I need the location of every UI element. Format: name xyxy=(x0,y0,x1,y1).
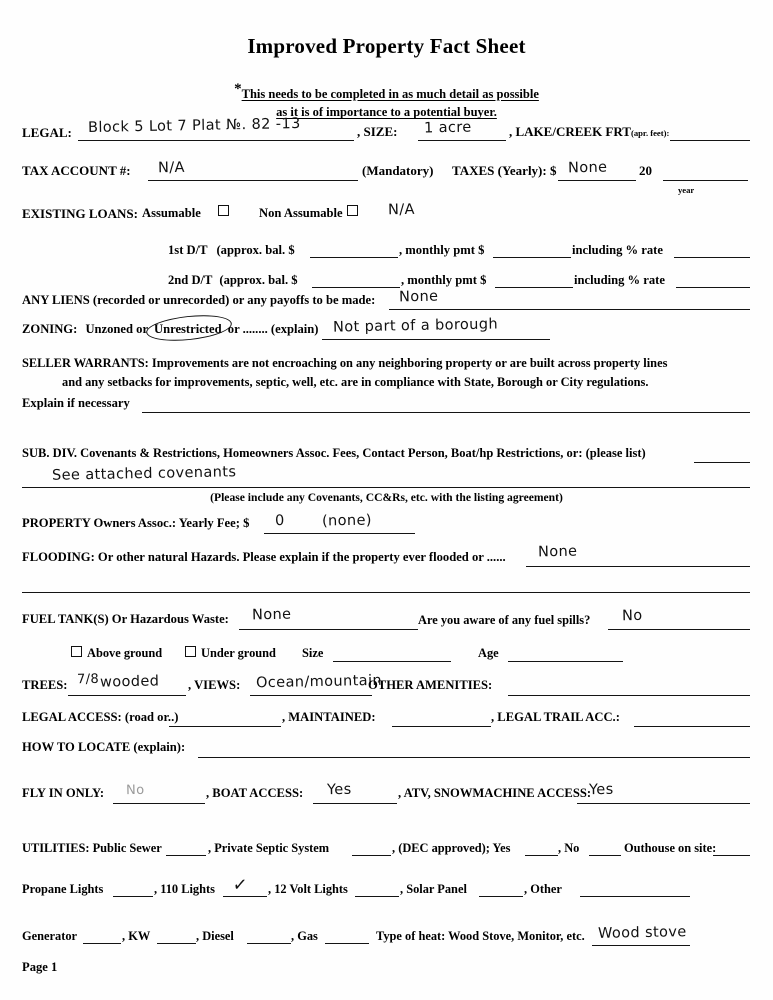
liens-value-ink: None xyxy=(398,288,439,306)
solar-panel-line[interactable] xyxy=(479,896,523,897)
outhouse-line[interactable] xyxy=(713,855,750,856)
size-label: , SIZE: xyxy=(357,124,398,139)
legal-row xyxy=(22,124,72,142)
second-dt-bal-line[interactable] xyxy=(312,287,400,288)
views-label: , VIEWS: xyxy=(188,678,241,692)
dec-yes-line[interactable] xyxy=(525,855,558,856)
liens-value-line[interactable] xyxy=(389,309,750,310)
maintained-label: , MAINTAINED: xyxy=(282,710,376,724)
kw-label: , KW xyxy=(122,929,151,943)
legal-value-line[interactable] xyxy=(78,140,354,141)
legal-value-ink: Block 5 Lot 7 Plat №. 82 -13 xyxy=(87,115,301,137)
trees-value-line[interactable] xyxy=(68,695,186,696)
explain-if-necessary-label: Explain if necessary xyxy=(22,396,130,410)
type-of-heat-ink: Wood stove xyxy=(597,924,687,942)
dec-no-label: , No xyxy=(558,841,580,855)
tax-year-line[interactable] xyxy=(663,180,748,181)
boat-access-ink: Yes xyxy=(326,781,352,799)
fuel-size-label: Size xyxy=(302,646,324,660)
dec-approved-label: , (DEC approved); Yes xyxy=(392,841,511,855)
subdivision-line-right[interactable] xyxy=(694,462,750,463)
private-septic-line[interactable] xyxy=(352,855,391,856)
document-subtitle xyxy=(0,79,773,121)
flooding-label: FLOODING: Or other natural Hazards. Please explain if the property ever flooded or ...... xyxy=(22,550,506,564)
propane-lights-line[interactable] xyxy=(113,896,153,897)
type-of-heat-label: Type of heat: Wood Stove, Monitor, etc. xyxy=(376,929,585,943)
taxes-value-ink: None xyxy=(567,159,608,177)
liens-label: ANY LIENS (recorded or unrecorded) or any payoffs to be made: xyxy=(22,293,376,307)
fuel-spills-ink: No xyxy=(621,607,643,625)
size-value-ink: 1 acre xyxy=(423,119,472,137)
atv-access-label: , ATV, SNOWMACHINE ACCESS: xyxy=(398,786,592,800)
property-owners-assoc-label: PROPERTY Owners Assoc.: Yearly Fee; $ xyxy=(22,516,250,530)
solar-panel-label: , Solar Panel xyxy=(400,882,467,896)
maintained-line[interactable] xyxy=(392,726,491,727)
boat-access-line[interactable] xyxy=(313,803,397,804)
zoning-selected-circle-ink xyxy=(145,312,233,345)
fly-in-ink: No xyxy=(125,782,145,799)
loans-note-ink: N/A xyxy=(387,201,416,219)
zoning-option-other[interactable]: or ........ (explain) xyxy=(227,322,319,336)
first-dt-row xyxy=(168,243,295,258)
second-dt-pmt-line[interactable] xyxy=(495,287,573,288)
assumable-label: Assumable xyxy=(142,206,201,220)
property-owners-fee-line[interactable] xyxy=(264,533,415,534)
zoning-value-ink: Not part of a borough xyxy=(332,316,499,336)
legal-trail-line[interactable] xyxy=(634,726,750,727)
first-dt-rate-line[interactable] xyxy=(674,257,750,258)
above-ground-checkbox[interactable] xyxy=(71,646,82,657)
seller-warrants-line-2: and any setbacks for improvements, septic, well, etc. are in compliance with State, Borough or City regulations. xyxy=(62,374,649,389)
fuel-tanks-label: FUEL TANK(S) Or Hazardous Waste: xyxy=(22,612,229,626)
subtitle-line-1: This needs to be completed in as much detail as possible xyxy=(241,87,539,102)
first-dt-pmt-line[interactable] xyxy=(493,257,571,258)
second-dt-rate-label: including % rate xyxy=(574,273,665,287)
type-of-heat-line[interactable] xyxy=(592,945,690,946)
legal-trail-label: , LEGAL TRAIL ACC.: xyxy=(491,710,620,724)
above-ground-label: Above ground xyxy=(87,646,163,660)
subdivision-label: SUB. DIV. Covenants & Restrictions, Homeowners Assoc. Fees, Contact Person, Boat/hp Restrictions, or: (please list) xyxy=(22,446,646,460)
property-owners-fee-ink: 0 xyxy=(274,512,285,530)
seller-warrants-line-1: SELLER WARRANTS: Improvements are not encroaching on any neighboring property or are built across property lines xyxy=(22,356,668,370)
gas-line[interactable] xyxy=(325,943,369,944)
flooding-continuation-line[interactable] xyxy=(22,592,750,593)
assumable-checkbox[interactable] xyxy=(218,205,229,216)
explain-if-necessary-line[interactable] xyxy=(142,412,750,413)
legal-access-label: LEGAL ACCESS: (road or..) xyxy=(22,710,179,724)
fuel-spills-label: Are you aware of any fuel spills? xyxy=(418,613,591,627)
outhouse-label: Outhouse on site: xyxy=(624,841,717,855)
lakefront-value-line[interactable] xyxy=(670,140,750,141)
second-dt-rate-line[interactable] xyxy=(676,287,750,288)
public-sewer-line[interactable] xyxy=(166,855,206,856)
tax-year-prefix: 20 xyxy=(639,163,652,178)
zoning-value-line[interactable] xyxy=(322,339,550,340)
views-value-line[interactable] xyxy=(250,695,372,696)
utilities-label: UTILITIES: Public Sewer xyxy=(22,841,162,855)
first-dt-bal-line[interactable] xyxy=(310,257,398,258)
gas-label: , Gas xyxy=(291,929,318,943)
private-septic-label: , Private Septic System xyxy=(208,841,330,855)
non-assumable-checkbox[interactable] xyxy=(347,205,358,216)
under-ground-label: Under ground xyxy=(201,646,276,660)
subdivision-note: (Please include any Covenants, CC&Rs, etc. with the listing agreement) xyxy=(210,491,563,504)
size-value-line[interactable] xyxy=(418,140,506,141)
tax-year-caption: year xyxy=(678,185,695,195)
fuel-tanks-value-ink: None xyxy=(251,606,292,624)
fuel-tanks-value-line[interactable] xyxy=(239,629,418,630)
seller-warrants-block xyxy=(22,354,751,391)
lights-110-label: , 110 Lights xyxy=(154,882,215,896)
fuel-age-label: Age xyxy=(478,646,499,660)
fuel-age-line[interactable] xyxy=(508,661,623,662)
under-ground-checkbox[interactable] xyxy=(185,646,196,657)
other-amenities-line[interactable] xyxy=(508,695,750,696)
legal-access-line[interactable] xyxy=(169,726,281,727)
first-dt-pmt-label: , monthly pmt $ xyxy=(399,243,485,257)
page-title: Improved Property Fact Sheet xyxy=(247,34,526,58)
lakefront-label-text: , LAKE/CREEK FRT xyxy=(509,124,631,139)
other-amenities-label: OTHER AMENITIES: xyxy=(368,678,493,692)
how-to-locate-label: HOW TO LOCATE (explain): xyxy=(22,740,186,754)
flooding-value-ink: None xyxy=(537,543,578,561)
page-number: Page 1 xyxy=(22,960,58,974)
propane-lights-label: Propane Lights xyxy=(22,882,104,896)
atv-access-line[interactable] xyxy=(577,803,750,804)
zoning-option-unzoned[interactable]: Unzoned or xyxy=(85,322,148,336)
legal-label: LEGAL: xyxy=(22,125,72,140)
taxes-value-line[interactable] xyxy=(558,180,636,181)
fuel-size-line[interactable] xyxy=(333,661,451,662)
utilities-other-label: , Other xyxy=(524,882,562,896)
fuel-spills-line[interactable] xyxy=(608,629,750,630)
zoning-option-unrestricted[interactable]: Unrestricted xyxy=(153,322,222,336)
lakefront-unit: (apr. feet): xyxy=(630,128,670,138)
trees-value-fraction-ink: 7/8 xyxy=(76,671,100,688)
first-dt-name: 1st D/T xyxy=(168,243,208,257)
dec-no-line[interactable] xyxy=(589,855,621,856)
first-dt-bal-label: (approx. bal. $ xyxy=(216,243,295,257)
subtitle-line-2: as it is of importance to a potential buyer. xyxy=(276,105,497,120)
boat-access-label: , BOAT ACCESS: xyxy=(206,786,304,800)
generator-line[interactable] xyxy=(83,943,121,944)
volt-12-line[interactable] xyxy=(355,896,399,897)
second-dt-pmt-label: , monthly pmt $ xyxy=(401,273,487,287)
utilities-other-line[interactable] xyxy=(580,896,690,897)
lakefront-label xyxy=(509,124,669,140)
mandatory-label: (Mandatory) xyxy=(362,163,434,178)
existing-loans-label: EXISTING LOANS: xyxy=(22,206,138,221)
property-owners-fee-note-ink: (none) xyxy=(321,512,373,530)
tax-account-line[interactable] xyxy=(148,180,358,181)
trees-label: TREES: xyxy=(22,678,68,692)
fly-in-line[interactable] xyxy=(113,803,205,804)
trees-value-text-ink: wooded xyxy=(99,673,160,691)
zoning-label: ZONING: xyxy=(22,322,78,336)
diesel-label: , Diesel xyxy=(196,929,234,943)
asterisk-marker: * xyxy=(234,81,242,97)
second-dt-row xyxy=(168,273,298,288)
volt-12-label: , 12 Volt Lights xyxy=(268,882,348,896)
lights-110-checkmark-ink: ✓ xyxy=(231,873,249,897)
non-assumable-label: Non Assumable xyxy=(259,206,343,220)
views-value-ink: Ocean/mountain xyxy=(255,672,383,692)
generator-label: Generator xyxy=(22,929,78,943)
how-to-locate-line[interactable] xyxy=(198,757,750,758)
second-dt-name: 2nd D/T xyxy=(168,273,213,287)
subdivision-value-line[interactable] xyxy=(22,487,750,488)
flooding-value-line[interactable] xyxy=(526,566,750,567)
fly-in-label: FLY IN ONLY: xyxy=(22,786,105,800)
kw-line[interactable] xyxy=(157,943,196,944)
taxes-yearly-label: TAXES (Yearly): $ xyxy=(452,163,557,178)
tax-account-label: TAX ACCOUNT #: xyxy=(22,163,131,178)
diesel-line[interactable] xyxy=(247,943,291,944)
first-dt-rate-label: including % rate xyxy=(572,243,663,257)
second-dt-bal-label: (approx. bal. $ xyxy=(219,273,298,287)
atv-access-ink: Yes xyxy=(588,781,614,799)
subdivision-value-ink: See attached covenants xyxy=(51,464,237,484)
tax-account-ink: N/A xyxy=(157,159,186,177)
